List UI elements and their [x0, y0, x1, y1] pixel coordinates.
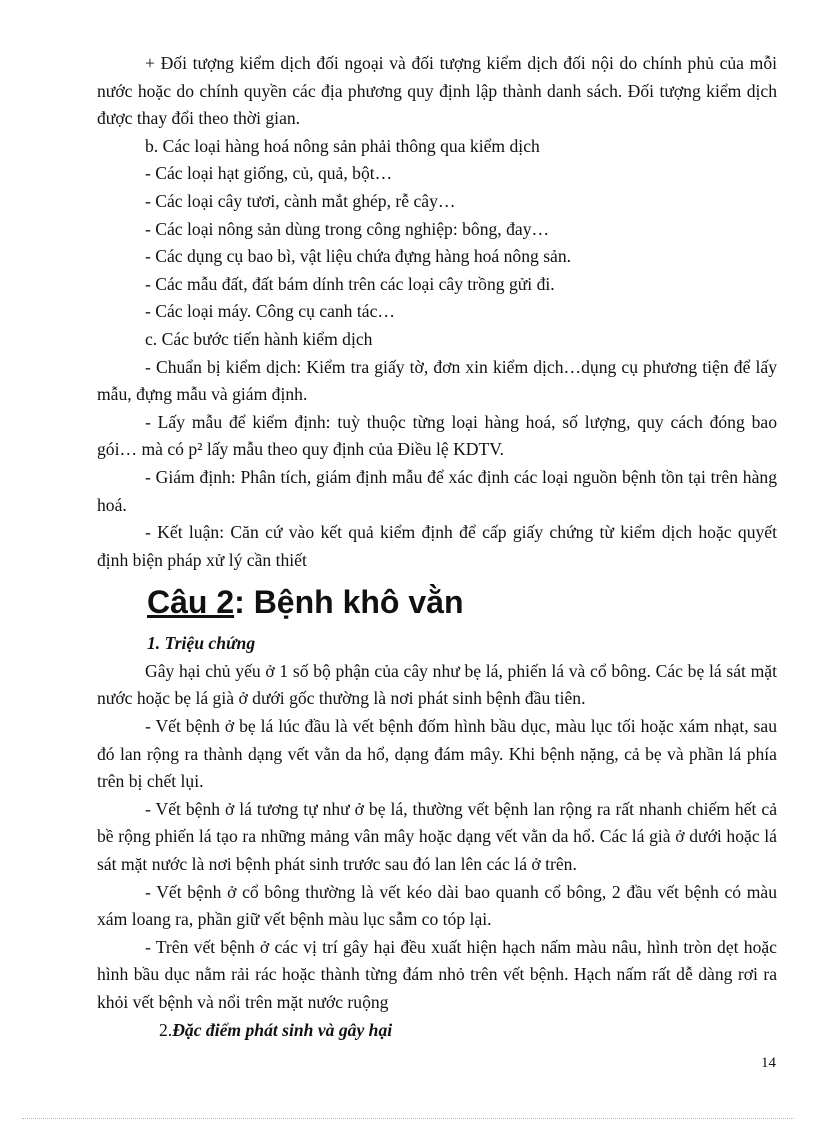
paragraph: - Vết bệnh ở lá tương tự như ở bẹ lá, thường vết bệnh lan rộng ra rất nhanh chiếm hết cả bề rộng phiến lá tạo ra những mảng vân mây hoặc dạng vết vằn da hổ. Các lá già ở dưới hoặc lá sát mặt nước là nơi bệnh phát sinh trước sau đó lan lên các lá ở trên. [97, 798, 777, 875]
page-number: 14 [761, 1055, 776, 1071]
section-heading [147, 580, 777, 624]
page-bottom-divider [22, 1118, 794, 1119]
list-item: - Các loại nông sản dùng trong công nghiệp: bông, đay… [145, 218, 550, 239]
list-item: - Các loại máy. Công cụ canh tác… [145, 301, 395, 322]
section2-title: Đặc điểm phát sinh và gây hại [172, 1019, 393, 1040]
subsection-c-title: c. Các bước tiến hành kiểm dịch [145, 328, 373, 349]
list-item: - Các dụng cụ bao bì, vật liệu chứa đựng hàng hoá nông sản. [145, 246, 572, 267]
list-item: - Các loại hạt giống, củ, quả, bột… [145, 163, 393, 184]
list-item: - Kết luận: Căn cứ vào kết quả kiểm định để cấp giấy chứng từ kiểm dịch hoặc quyết định biện pháp xử lý cần thiết [97, 522, 777, 570]
section1-title: 1. Triệu chứng [147, 633, 256, 654]
list-item: - Lấy mẫu để kiểm định: tuỳ thuộc từng loại hàng hoá, số lượng, quy cách đóng bao gói… mà có p² lấy mẫu theo quy định của Điều lệ KDTV. [97, 411, 777, 460]
section2-number: 2. [159, 1019, 173, 1040]
list-item: - Các loại cây tươi, cành mắt ghép, rễ cây… [145, 190, 456, 211]
section2-title-line [159, 1017, 777, 1045]
subsection-b-title: b. Các loại hàng hoá nông sản phải thông qua kiểm dịch [145, 135, 540, 156]
list-item: - Giám định: Phân tích, giám định mẫu để xác định các loại nguồn bệnh tồn tại trên hàng hoá. [97, 466, 777, 515]
paragraph: Gây hại chủ yếu ở 1 số bộ phận của cây như bẹ lá, phiến lá và cổ bông. Các bẹ lá sát mặt nước hoặc bẹ lá già ở dưới gốc thường là nơi phát sinh bệnh đầu tiên. [97, 660, 777, 709]
paragraph: - Trên vết bệnh ở các vị trí gây hại đều xuất hiện hạch nấm màu nâu, hình tròn dẹt hoặc hình bầu dục nằm rải rác hoặc thành từng đám nhỏ trên vết bệnh. Hạch nấm rất dễ dàng rơi ra khỏi vết bệnh và nổi trên mặt nước ruộng [97, 936, 777, 1012]
heading-label: Câu 2 [147, 584, 235, 621]
heading-title: : Bệnh khô vằn [234, 584, 464, 621]
paragraph: - Vết bệnh ở cổ bông thường là vết kéo dài bao quanh cổ bông, 2 đầu vết bệnh có màu xám loang ra, phần giữ vết bệnh màu lục sẫm co tóp lại. [97, 881, 777, 930]
paragraph: + Đối tượng kiểm dịch đối ngoại và đối tượng kiểm dịch đối nội do chính phủ của mỗi nước hoặc do chính quyền các địa phương quy định lập thành danh sách. Đối tượng kiểm dịch được thay đổi theo thời gian. [97, 53, 777, 129]
paragraph: - Vết bệnh ở bẹ lá lúc đầu là vết bệnh đốm hình bầu dục, màu lục tối hoặc xám nhạt, sau đó lan rộng ra thành dạng vết vằn da hổ, dạng đám mây. Khi bệnh nặng, cả bẹ và phần lá phía trên bị chết lụi. [97, 716, 777, 792]
list-item: - Các mẫu đất, đất bám dính trên các loại cây trồng gửi đi. [145, 273, 555, 294]
page-body [97, 50, 777, 1044]
list-item: - Chuẩn bị kiểm dịch: Kiểm tra giấy tờ, đơn xin kiểm dịch…dụng cụ phương tiện để lấy mẫu, đựng mẫu và giám định. [97, 356, 777, 405]
